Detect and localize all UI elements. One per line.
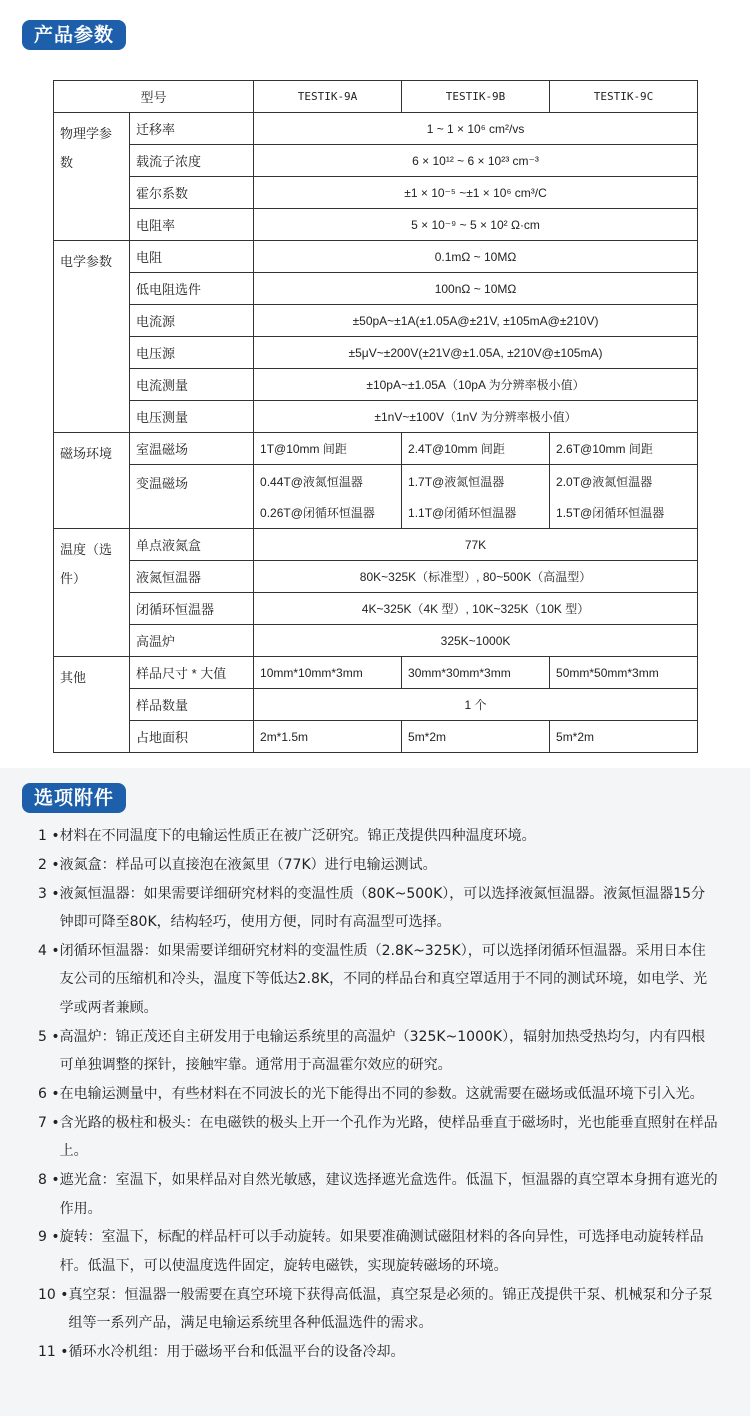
- value-sample-count: 1 个: [254, 689, 698, 721]
- value-variable-field-c: [550, 465, 698, 529]
- table-row: [54, 625, 698, 657]
- value-footprint-a: 2m*1.5m: [254, 721, 402, 753]
- value-voltage-meas: ±1nV~±100V（1nV 为分辨率极小值）: [254, 401, 698, 433]
- accessories-list: [38, 822, 718, 1366]
- table-row: [54, 657, 698, 689]
- list-item: 1 • 材料在不同温度下的电输运性质正在被广泛研究。锦正茂提供四种温度环境。: [38, 828, 536, 844]
- value-sample-size-c: 50mm*50mm*3mm: [550, 657, 698, 689]
- table-row: [54, 529, 698, 561]
- table-row: [54, 305, 698, 337]
- value-low-res: 100nΩ ~ 10MΩ: [254, 273, 698, 305]
- value-resistivity: 5 × 10⁻⁹ ~ 5 × 10² Ω·cm: [254, 209, 698, 241]
- spec-table: [53, 80, 698, 753]
- row-label-voltage-meas: 电压测量: [130, 401, 254, 433]
- value-voltage-src: ±5μV~±200V(±21V@±1.05A, ±210V@±105mA): [254, 337, 698, 369]
- value-variable-field-a: [254, 465, 402, 529]
- model-9c: TESTIK-9C: [550, 81, 698, 113]
- table-row: [54, 369, 698, 401]
- list-item: 5 • 高温炉：锦正茂还自主研发用于电输运系统里的高温炉（325K~1000K），辐射加热受热均匀，内有四根可单独调整的探针，接触牢靠。通常用于高温霍尔效应的研究。: [38, 1028, 706, 1074]
- group-other: 其他: [54, 657, 130, 753]
- table-row: [54, 465, 698, 529]
- value-variable-field-c-ln2: 2.0T@液氮恒温器: [556, 475, 653, 489]
- table-row: [54, 113, 698, 145]
- row-label-sample-size: 样品尺寸 * 大值: [130, 657, 254, 689]
- list-item: 9 • 旋转：室温下，标配的样品杆可以手动旋转。如果要准确测试磁阻材料的各向异性，可选择电动旋转样品杆。低温下，可以使温度选件固定，旋转电磁铁，实现旋转磁场的环境。: [38, 1229, 704, 1274]
- value-ln2-cryostat: 80K~325K（标准型）, 80~500K（高温型）: [254, 561, 698, 593]
- model-9b: TESTIK-9B: [402, 81, 550, 113]
- spec-table-container: [53, 80, 697, 753]
- value-sample-size-a: 10mm*10mm*3mm: [254, 657, 402, 689]
- table-row: [54, 561, 698, 593]
- model-label: 型号: [54, 81, 254, 113]
- group-physics: 物理学参数: [54, 113, 130, 241]
- row-label-low-res: 低电阻选件: [130, 273, 254, 305]
- value-closed-cycle: 4K~325K（4K 型）, 10K~325K（10K 型）: [254, 593, 698, 625]
- value-room-field-b: 2.4T@10mm 间距: [402, 433, 550, 465]
- row-label-room-field: 室温磁场: [130, 433, 254, 465]
- row-label-mobility: 迁移率: [130, 113, 254, 145]
- table-row: [54, 401, 698, 433]
- list-item: 6 • 在电输运测量中，有些材料在不同波长的光下能得出不同的参数。这就需要在磁场或低温环境下引入光。: [38, 1085, 704, 1102]
- value-mobility: 1 ~ 1 × 10⁶ cm²/vs: [254, 113, 698, 145]
- value-footprint-b: 5m*2m: [402, 721, 550, 753]
- value-room-field-c: 2.6T@10mm 间距: [550, 433, 698, 465]
- value-resistance: 0.1mΩ ~ 10MΩ: [254, 241, 698, 273]
- table-row: [54, 273, 698, 305]
- group-electric: 电学参数: [54, 241, 130, 433]
- list-item: 8 • 遮光盒：室温下，如果样品对自然光敏感，建议选择遮光盒选件。低温下，恒温器的真空罩本身拥有遮光的作用。: [38, 1172, 718, 1217]
- table-row: [54, 209, 698, 241]
- list-item: 4 • 闭循环恒温器：如果需要详细研究材料的变温性质（2.8K~325K），可以选择闭循环恒温器。采用日本住友公司的压缩机和冷头，温度下等低达2.8K，不同的样品台和真空罩适用于不同的测试环境，如电学、光学或两者兼顾。: [38, 942, 708, 1016]
- group-magnetic: 磁场环境: [54, 433, 130, 529]
- value-variable-field-b-ln2: 1.7T@液氮恒温器: [408, 475, 505, 489]
- row-label-current-src: 电流源: [130, 305, 254, 337]
- list-item: 3 • 液氮恒温器：如果需要详细研究材料的变温性质（80K~500K），可以选择液氮恒温器。液氮恒温器15分钟即可降至80K，结构轻巧，使用方便，同时有高温型可选择。: [38, 885, 706, 931]
- row-label-voltage-src: 电压源: [130, 337, 254, 369]
- value-single-ln2: 77K: [254, 529, 698, 561]
- value-variable-field-a-ln2: 0.44T@液氮恒温器: [260, 475, 363, 489]
- table-row: [54, 593, 698, 625]
- list-item: 2 • 液氮盒：样品可以直接泡在液氮里（77K）进行电输运测试。: [38, 856, 437, 873]
- value-variable-field-a-closed: 0.26T@闭循环恒温器: [260, 506, 375, 520]
- model-9a: TESTIK-9A: [254, 81, 402, 113]
- row-label-resistance: 电阻: [130, 241, 254, 273]
- value-variable-field-b: [402, 465, 550, 529]
- table-row: [54, 241, 698, 273]
- table-row: [54, 433, 698, 465]
- value-variable-field-c-closed: 1.5T@闭循环恒温器: [556, 506, 665, 520]
- value-sample-size-b: 30mm*30mm*3mm: [402, 657, 550, 689]
- value-current-src: ±50pA~±1A(±1.05A@±21V, ±105mA@±210V): [254, 305, 698, 337]
- row-label-sample-count: 样品数量: [130, 689, 254, 721]
- table-row: [54, 689, 698, 721]
- value-room-field-a: 1T@10mm 间距: [254, 433, 402, 465]
- row-label-single-ln2: 单点液氮盒: [130, 529, 254, 561]
- section-title-accessories: 选项附件: [22, 783, 126, 813]
- value-current-meas: ±10pA~±1.05A（10pA 为分辨率极小值）: [254, 369, 698, 401]
- row-label-carrier: 载流子浓度: [130, 145, 254, 177]
- table-row: [54, 337, 698, 369]
- row-label-footprint: 占地面积: [130, 721, 254, 753]
- row-label-resistivity: 电阻率: [130, 209, 254, 241]
- row-label-ln2-cryostat: 液氮恒温器: [130, 561, 254, 593]
- row-label-current-meas: 电流测量: [130, 369, 254, 401]
- table-row: [54, 721, 698, 753]
- table-row: [54, 145, 698, 177]
- value-hall: ±1 × 10⁻⁵ ~±1 × 10⁶ cm³/C: [254, 177, 698, 209]
- list-item: 10 • 真空泵：恒温器一般需要在真空环境下获得高低温，真空泵是必须的。锦正茂提供干泵、机械泵和分子泵组等一系列产品，满足电输运系统里各种低温选件的需求。: [38, 1286, 713, 1332]
- row-label-hall: 霍尔系数: [130, 177, 254, 209]
- row-label-variable-field: 变温磁场: [130, 465, 254, 529]
- value-carrier: 6 × 10¹² ~ 6 × 10²³ cm⁻³: [254, 145, 698, 177]
- section-title-product-params: 产品参数: [22, 20, 126, 50]
- row-label-furnace: 高温炉: [130, 625, 254, 657]
- list-item: 11 • 循环水冷机组：用于磁场平台和低温平台的设备冷却。: [38, 1343, 405, 1360]
- row-label-closed-cycle: 闭循环恒温器: [130, 593, 254, 625]
- table-header-row: [54, 81, 698, 113]
- value-footprint-c: 5m*2m: [550, 721, 698, 753]
- value-variable-field-b-closed: 1.1T@闭循环恒温器: [408, 506, 517, 520]
- group-temperature: 温度（选件）: [54, 529, 130, 657]
- list-item: 7 • 含光路的极柱和极头：在电磁铁的极头上开一个孔作为光路，使样品垂直于磁场时，光也能垂直照射在样品上。: [38, 1114, 718, 1160]
- value-furnace: 325K~1000K: [254, 625, 698, 657]
- table-row: [54, 177, 698, 209]
